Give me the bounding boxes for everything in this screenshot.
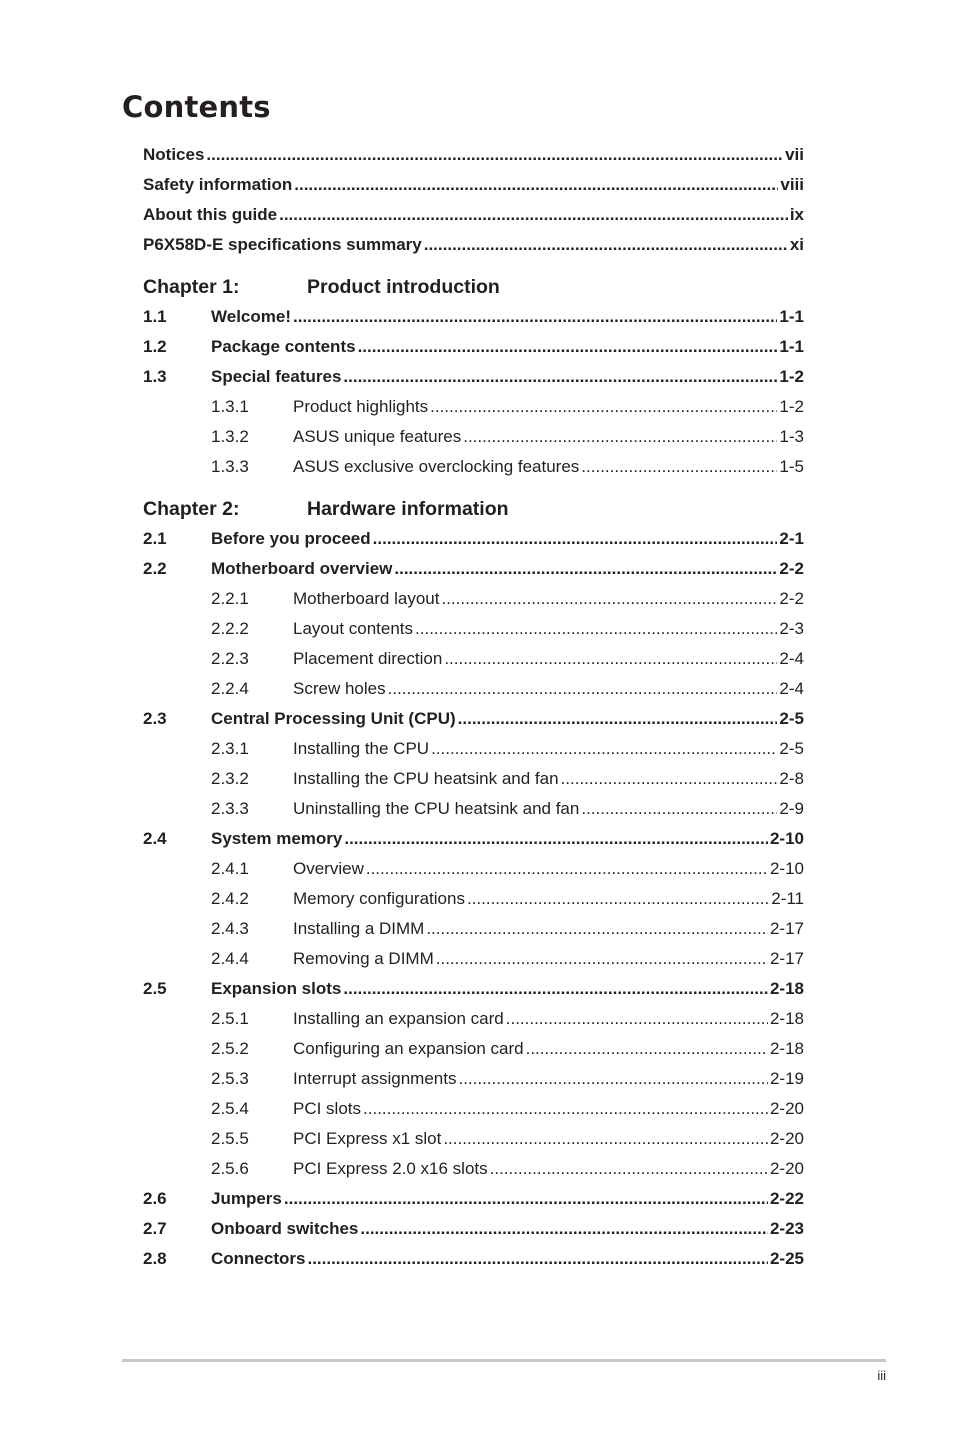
dot-leader <box>581 452 777 482</box>
toc-entry[interactable] <box>143 302 804 332</box>
toc-entry-page: 1-2 <box>779 397 804 416</box>
toc-entry-page: vii <box>785 145 804 164</box>
dot-leader <box>358 332 778 362</box>
chapter-title: Product introduction <box>307 276 500 298</box>
toc-entry-page: 2-5 <box>779 739 804 758</box>
toc-entry[interactable] <box>143 584 804 614</box>
dot-leader <box>463 422 777 452</box>
page-number: iii <box>877 1368 886 1383</box>
toc-entry[interactable] <box>143 1184 804 1214</box>
toc-entry-page: 2-9 <box>779 799 804 818</box>
dot-leader <box>293 302 777 332</box>
dot-leader <box>343 974 768 1004</box>
toc-entry-title: Screw holes <box>293 679 386 698</box>
toc-entry-page: 2-8 <box>779 769 804 788</box>
dot-leader <box>458 1064 768 1094</box>
toc-entry-title: Package contents <box>211 337 356 356</box>
toc-entry-number: 2.2.1 <box>211 589 249 608</box>
toc-entry[interactable] <box>143 674 804 704</box>
toc-entry[interactable] <box>143 944 804 974</box>
dot-leader <box>373 524 778 554</box>
toc-entry[interactable] <box>143 392 804 422</box>
toc-entry-title: Installing an expansion card <box>293 1009 504 1028</box>
toc-entry-number: 2.4.1 <box>211 859 249 878</box>
toc-entry-title: Overview <box>293 859 364 878</box>
toc-entry-title: Welcome! <box>211 307 291 326</box>
toc-entry-title: Connectors <box>211 1249 306 1268</box>
toc-entry-title: PCI Express x1 slot <box>293 1129 442 1148</box>
toc-entry[interactable] <box>143 1214 804 1244</box>
toc-entry[interactable] <box>143 1004 804 1034</box>
toc-entry-title: Placement direction <box>293 649 443 668</box>
toc-entry-page: 1-1 <box>779 307 804 326</box>
dot-leader <box>561 764 778 794</box>
toc-entry-page: ix <box>789 205 804 224</box>
toc-entry[interactable] <box>143 794 804 824</box>
dot-leader <box>526 1034 768 1064</box>
dot-leader <box>490 1154 768 1184</box>
toc-entry-page: 2-20 <box>769 1099 804 1118</box>
dot-leader <box>294 170 778 200</box>
toc-entry-number: 1.3.3 <box>211 457 249 476</box>
dot-leader <box>394 554 777 584</box>
toc-entry[interactable] <box>143 554 804 584</box>
dot-leader <box>206 140 783 170</box>
toc-entry[interactable] <box>143 824 804 854</box>
toc-entry[interactable] <box>143 884 804 914</box>
toc-entry-title: PCI Express 2.0 x16 slots <box>293 1159 488 1178</box>
toc-entry-number: 1.3 <box>143 367 167 386</box>
toc-entry-page: 2-18 <box>769 1009 804 1028</box>
toc-entry[interactable] <box>143 764 804 794</box>
toc-entry-page: 2-4 <box>779 679 804 698</box>
toc-entry-page: 2-5 <box>779 709 804 728</box>
toc-entry[interactable] <box>143 332 804 362</box>
toc-entry[interactable] <box>143 734 804 764</box>
toc-entry-number: 2.6 <box>143 1189 167 1208</box>
toc-entry-page: 1-1 <box>779 337 804 356</box>
dot-leader <box>443 1124 768 1154</box>
toc-entry[interactable] <box>143 1244 804 1274</box>
toc-entry-title: Memory configurations <box>293 889 465 908</box>
toc-entry-number: 2.2 <box>143 559 167 578</box>
toc-entry-title: Layout contents <box>293 619 414 638</box>
toc-entry-number: 2.5.3 <box>211 1069 249 1088</box>
toc-entry-number: 2.1 <box>143 529 167 548</box>
toc-entry-number: 2.3.3 <box>211 799 249 818</box>
toc-entry-page: 2-22 <box>769 1189 804 1208</box>
toc-entry-page: 2-2 <box>779 589 804 608</box>
toc-entry-number: 2.3 <box>143 709 167 728</box>
toc-entry-title: Before you proceed <box>211 529 371 548</box>
dot-leader <box>366 854 768 884</box>
toc-entry-title: Removing a DIMM <box>293 949 434 968</box>
toc-entry-number: 2.8 <box>143 1249 167 1268</box>
toc-entry[interactable] <box>143 1034 804 1064</box>
toc-entry-page: 1-2 <box>779 367 804 386</box>
chapter-label: Chapter 2: <box>143 498 240 520</box>
footer-divider <box>122 1359 886 1362</box>
toc-entry[interactable] <box>143 422 804 452</box>
toc-entry-number: 2.2.4 <box>211 679 249 698</box>
toc-entry-title: PCI slots <box>293 1099 362 1118</box>
toc-entry-number: 2.7 <box>143 1219 167 1238</box>
toc-entry-title: System memory <box>211 829 343 848</box>
toc-entry-number: 2.4.2 <box>211 889 249 908</box>
toc-entry-title: Installing a DIMM <box>293 919 425 938</box>
toc-entry-title: Motherboard overview <box>211 559 393 578</box>
toc-entry-number: 2.4.4 <box>211 949 249 968</box>
page-title: Contents <box>122 90 271 124</box>
toc-entry-number: 2.5.5 <box>211 1129 249 1148</box>
toc-entry[interactable] <box>143 452 804 482</box>
dot-leader <box>388 674 778 704</box>
toc-entry-title: Uninstalling the CPU heatsink and fan <box>293 799 580 818</box>
toc-entry-number: 2.5.2 <box>211 1039 249 1058</box>
toc-entry[interactable] <box>143 1154 804 1184</box>
toc-entry-page: viii <box>780 175 804 194</box>
toc-entry[interactable] <box>143 614 804 644</box>
toc-entry[interactable] <box>143 644 804 674</box>
toc-entry-title: Jumpers <box>211 1189 282 1208</box>
dot-leader <box>431 734 777 764</box>
toc-entry-number: 1.1 <box>143 307 167 326</box>
toc-entry[interactable] <box>143 524 804 554</box>
toc-entry[interactable] <box>143 1124 804 1154</box>
toc-entry-page: 2-18 <box>769 1039 804 1058</box>
dot-leader <box>441 584 777 614</box>
toc-entry-title: Interrupt assignments <box>293 1069 457 1088</box>
toc-entry-title: Installing the CPU <box>293 739 430 758</box>
toc-entry-title: ASUS exclusive overclocking features <box>293 457 580 476</box>
dot-leader <box>581 794 777 824</box>
toc-entry-page: xi <box>789 235 804 254</box>
toc-entry[interactable] <box>143 170 804 200</box>
toc-entry-number: 2.4 <box>143 829 167 848</box>
dot-leader <box>458 704 778 734</box>
toc-entry[interactable] <box>143 362 804 392</box>
dot-leader <box>506 1004 768 1034</box>
toc-entry-title: Expansion slots <box>211 979 342 998</box>
toc-entry-title: Special features <box>211 367 342 386</box>
toc-entry-number: 2.5.1 <box>211 1009 249 1028</box>
toc-entry[interactable] <box>143 704 804 734</box>
toc-entry-number: 2.4.3 <box>211 919 249 938</box>
toc-entry-number: 2.5.6 <box>211 1159 249 1178</box>
dot-leader <box>430 392 777 422</box>
toc-entry-title: Notices <box>143 145 205 164</box>
dot-leader <box>343 362 777 392</box>
toc-entry-title: P6X58D-E specifications summary <box>143 235 422 254</box>
toc-entry-title: ASUS unique features <box>293 427 462 446</box>
toc-entry[interactable] <box>143 974 804 1004</box>
dot-leader <box>426 914 768 944</box>
toc-entry-page: 2-3 <box>779 619 804 638</box>
dot-leader <box>444 644 777 674</box>
dot-leader <box>467 884 769 914</box>
chapter-title: Hardware information <box>307 498 509 520</box>
chapter-heading <box>143 494 804 524</box>
toc-entry-number: 2.5.4 <box>211 1099 249 1118</box>
toc-entry-page: 2-10 <box>769 829 804 848</box>
toc-entry-page: 2-23 <box>769 1219 804 1238</box>
toc-entry-page: 2-1 <box>779 529 804 548</box>
toc-entry-page: 2-20 <box>769 1129 804 1148</box>
toc-entry[interactable] <box>143 1094 804 1124</box>
toc-entry-number: 2.3.1 <box>211 739 249 758</box>
toc-entry-page: 2-10 <box>769 859 804 878</box>
dot-leader <box>415 614 777 644</box>
toc-entry[interactable] <box>143 1064 804 1094</box>
toc-entry-page: 1-5 <box>779 457 804 476</box>
toc-entry-page: 2-4 <box>779 649 804 668</box>
dot-leader <box>279 200 788 230</box>
toc-entry-page: 2-20 <box>769 1159 804 1178</box>
dot-leader <box>424 230 788 260</box>
toc-entry[interactable] <box>143 854 804 884</box>
toc-entry-number: 2.5 <box>143 979 167 998</box>
toc-entry-number: 2.3.2 <box>211 769 249 788</box>
dot-leader <box>284 1184 768 1214</box>
toc-entry-number: 2.2.3 <box>211 649 249 668</box>
toc-entry[interactable] <box>143 140 804 170</box>
toc-entry-title: About this guide <box>143 205 278 224</box>
toc-entry-title: Motherboard layout <box>293 589 440 608</box>
toc-entry-number: 1.3.1 <box>211 397 249 416</box>
toc-entry[interactable] <box>143 200 804 230</box>
table-of-contents <box>143 140 804 1274</box>
toc-entry-title: Onboard switches <box>211 1219 359 1238</box>
toc-entry-title: Installing the CPU heatsink and fan <box>293 769 559 788</box>
toc-entry-number: 2.2.2 <box>211 619 249 638</box>
toc-entry-page: 2-18 <box>769 979 804 998</box>
dot-leader <box>360 1214 768 1244</box>
toc-entry[interactable] <box>143 230 804 260</box>
toc-entry[interactable] <box>143 914 804 944</box>
dot-leader <box>436 944 768 974</box>
chapter-label: Chapter 1: <box>143 276 240 298</box>
dot-leader <box>344 824 768 854</box>
toc-entry-title: Central Processing Unit (CPU) <box>211 709 456 728</box>
toc-entry-title: Product highlights <box>293 397 429 416</box>
toc-entry-page: 2-25 <box>769 1249 804 1268</box>
toc-entry-page: 2-19 <box>769 1069 804 1088</box>
toc-entry-page: 2-17 <box>769 919 804 938</box>
chapter-heading <box>143 272 804 302</box>
toc-entry-number: 1.3.2 <box>211 427 249 446</box>
dot-leader <box>307 1244 768 1274</box>
toc-entry-page: 2-2 <box>779 559 804 578</box>
toc-entry-title: Safety information <box>143 175 293 194</box>
toc-entry-number: 1.2 <box>143 337 167 356</box>
toc-entry-page: 2-11 <box>771 889 804 908</box>
toc-entry-page: 2-17 <box>769 949 804 968</box>
dot-leader <box>363 1094 768 1124</box>
toc-entry-title: Configuring an expansion card <box>293 1039 524 1058</box>
toc-entry-page: 1-3 <box>779 427 804 446</box>
